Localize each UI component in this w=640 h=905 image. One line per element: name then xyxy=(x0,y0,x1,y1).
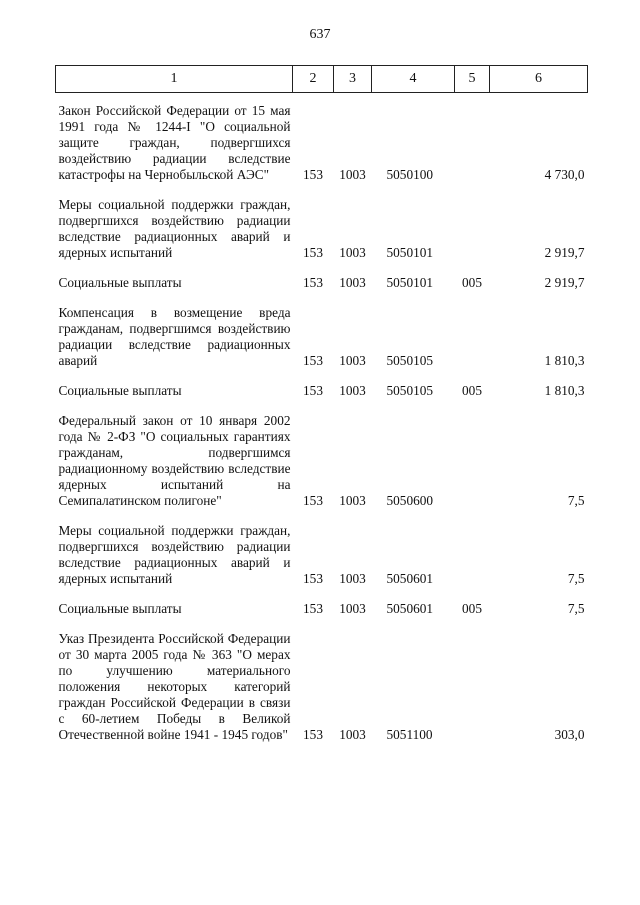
row-admin-code: 153 xyxy=(303,275,323,290)
row-spacer xyxy=(56,369,588,383)
row-admin-code: 153 xyxy=(303,601,323,616)
row-expense-type: 005 xyxy=(462,275,482,290)
row-name: Меры социальной поддержки граждан, подвергшихся воздействию радиации вследствие радиационных аварий и ядерных испытаний xyxy=(58,523,291,586)
row-amount: 7,5 xyxy=(567,571,585,586)
table-row xyxy=(56,523,588,587)
row-admin-code: 153 xyxy=(303,571,323,586)
row-section-code: 1003 xyxy=(339,727,366,742)
row-amount: 7,5 xyxy=(567,493,585,508)
row-amount: 1 810,3 xyxy=(544,353,585,368)
row-section-code: 1003 xyxy=(339,167,366,182)
table-row xyxy=(56,275,588,291)
table-row xyxy=(56,93,588,184)
row-admin-code: 153 xyxy=(303,353,323,368)
header-col-1: 1 xyxy=(56,66,293,93)
row-target-code: 5050100 xyxy=(386,167,434,182)
header-col-4: 4 xyxy=(372,66,455,93)
row-section-code: 1003 xyxy=(339,275,366,290)
row-expense-type xyxy=(455,631,490,743)
header-col-5: 5 xyxy=(455,66,490,93)
budget-table xyxy=(55,65,588,743)
row-admin-code: 153 xyxy=(303,245,323,260)
row-amount: 2 919,7 xyxy=(544,245,585,260)
row-expense-type: 005 xyxy=(462,601,482,616)
row-section-code: 1003 xyxy=(339,245,366,260)
row-target-code: 5051100 xyxy=(386,727,433,742)
row-name: Социальные выплаты xyxy=(58,383,182,398)
page-number: 637 xyxy=(309,27,331,42)
row-expense-type xyxy=(455,413,490,509)
row-expense-type xyxy=(455,197,490,261)
row-name: Социальные выплаты xyxy=(58,601,182,616)
row-spacer xyxy=(56,399,588,413)
row-section-code: 1003 xyxy=(339,383,366,398)
header-row xyxy=(56,66,588,93)
row-target-code: 5050105 xyxy=(386,383,434,398)
row-expense-type: 005 xyxy=(462,383,482,398)
row-expense-type xyxy=(455,523,490,587)
row-amount: 303,0 xyxy=(554,727,585,742)
header-col-2: 2 xyxy=(293,66,334,93)
row-name: Закон Российской Федерации от 15 мая 1991 года № 1244-I "О социальной защите граждан, подвергшихся воздействию радиации вследствие катастрофы на Чернобыльской АЭС" xyxy=(58,103,291,182)
table-body xyxy=(56,93,588,744)
row-section-code: 1003 xyxy=(339,601,366,616)
row-expense-type xyxy=(455,305,490,369)
table-row xyxy=(56,383,588,399)
row-amount: 1 810,3 xyxy=(544,383,585,398)
row-target-code: 5050600 xyxy=(386,493,434,508)
row-expense-type xyxy=(455,93,490,184)
header-col-6: 6 xyxy=(490,66,588,93)
row-target-code: 5050601 xyxy=(386,571,434,586)
table-row xyxy=(56,631,588,743)
row-admin-code: 153 xyxy=(303,727,323,742)
row-name: Меры социальной поддержки граждан, подвергшихся воздействию радиации вследствие радиационных аварий и ядерных испытаний xyxy=(58,197,291,260)
row-spacer xyxy=(56,291,588,305)
row-spacer xyxy=(56,509,588,523)
row-name: Социальные выплаты xyxy=(58,275,182,290)
row-target-code: 5050101 xyxy=(386,275,434,290)
row-admin-code: 153 xyxy=(303,383,323,398)
row-amount: 7,5 xyxy=(567,601,585,616)
row-amount: 4 730,0 xyxy=(544,167,585,182)
row-name: Указ Президента Российской Федерации от 30 марта 2005 года № 363 "О мерах по улучшению материального положения некоторых категорий граждан Российской Федерации в связи с 60-летием Победы в Великой Отечественной войне 1941 - 1945 годов" xyxy=(58,631,291,742)
header-col-3: 3 xyxy=(334,66,372,93)
row-spacer xyxy=(56,587,588,601)
row-section-code: 1003 xyxy=(339,493,366,508)
row-target-code: 5050101 xyxy=(386,245,434,260)
row-admin-code: 153 xyxy=(303,493,323,508)
row-name: Компенсация в возмещение вреда гражданам, подвергшимся воздействию радиации вследствие радиационных аварий xyxy=(58,305,291,368)
row-section-code: 1003 xyxy=(339,571,366,586)
row-target-code: 5050601 xyxy=(386,601,434,616)
table-row xyxy=(56,601,588,617)
row-spacer xyxy=(56,183,588,197)
row-name: Федеральный закон от 10 января 2002 года № 2-ФЗ "О социальных гарантиях гражданам, подвергшимся радиационному воздействию вследствие ядерных испытаний на Семипалатинском полигоне" xyxy=(58,413,291,508)
row-spacer xyxy=(56,617,588,631)
row-target-code: 5050105 xyxy=(386,353,434,368)
table-header xyxy=(56,66,588,93)
row-admin-code: 153 xyxy=(303,167,323,182)
table-row xyxy=(56,413,588,509)
table-row xyxy=(56,305,588,369)
row-section-code: 1003 xyxy=(339,353,366,368)
table-row xyxy=(56,197,588,261)
row-amount: 2 919,7 xyxy=(544,275,585,290)
row-spacer xyxy=(56,261,588,275)
